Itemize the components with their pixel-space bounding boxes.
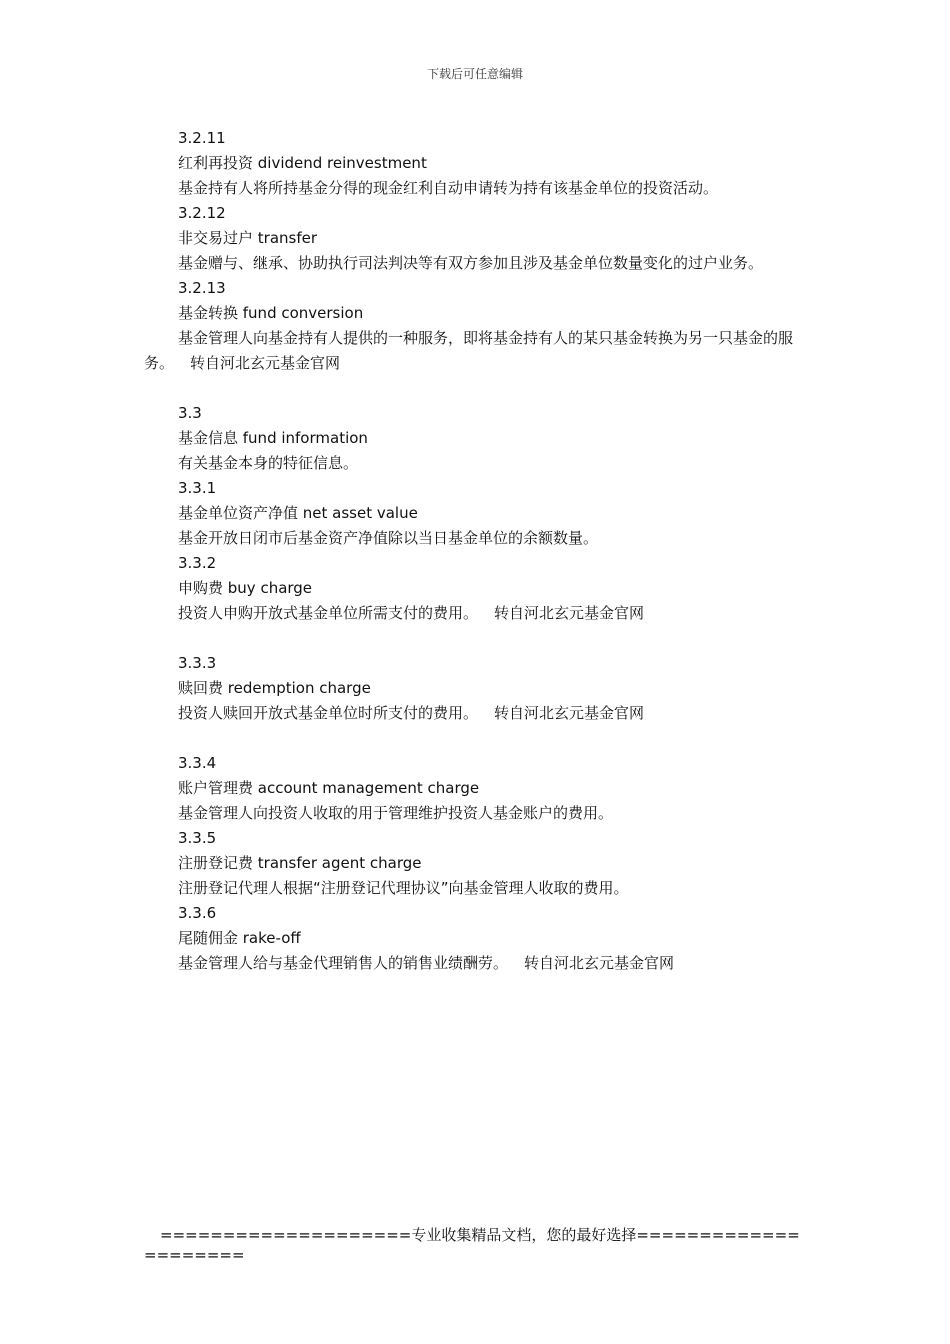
section-title: 账户管理费 account management charge [178, 779, 480, 797]
section-number: 3.2.13 [178, 279, 226, 297]
section-title: 申购费 buy charge [178, 579, 313, 597]
section-title: 红利再投资 dividend reinvestment [178, 154, 427, 172]
section-number: 3.3 [178, 404, 202, 422]
spacer [144, 626, 808, 651]
document-body [144, 126, 808, 976]
description-text: 投资人申购开放式基金单位所需支付的费用。 [178, 604, 479, 622]
source-credit: 转自河北玄元基金官网 [494, 604, 645, 622]
section-title: 基金单位资产净值 net asset value [178, 504, 418, 522]
section-description: 有关基金本身的特征信息。 [178, 454, 359, 472]
description-text: 基金管理人给与基金代理销售人的销售业绩酬劳。 [178, 954, 509, 972]
section-number: 3.3.5 [178, 829, 217, 847]
section-title: 赎回费 redemption charge [178, 679, 371, 697]
spacer [144, 726, 808, 751]
section-number: 3.3.6 [178, 904, 217, 922]
section-description [144, 951, 808, 976]
section-number: 3.3.3 [178, 654, 217, 672]
section-title: 基金信息 fund information [178, 429, 368, 447]
section-description: 基金持有人将所持基金分得的现金红利自动申请转为持有该基金单位的投资活动。 [178, 179, 719, 197]
section-description: 基金开放日闭市后基金资产净值除以当日基金单位的余额数量。 [178, 529, 599, 547]
description-text: 投资人赎回开放式基金单位时所支付的费用。 [178, 704, 479, 722]
description-text: 基金管理人向基金持有人提供的一种服务，即将基金持有人的某只基金转换为另一只基金的服务。 [144, 329, 794, 372]
source-credit: 转自河北玄元基金官网 [494, 704, 645, 722]
section-number: 3.3.1 [178, 479, 217, 497]
section-number: 3.3.4 [178, 754, 217, 772]
page-footer: ====================专业收集精品文档，您的最好选择===================== [144, 1226, 800, 1264]
section-description: 基金管理人向投资人收取的用于管理维护投资人基金账户的费用。 [178, 804, 614, 822]
section-description [144, 326, 808, 376]
section-description [144, 701, 808, 726]
source-credit: 转自河北玄元基金官网 [190, 354, 341, 372]
section-description: 基金赠与、继承、协助执行司法判决等有双方参加且涉及基金单位数量变化的过户业务。 [178, 254, 764, 272]
page-header: 下载后可任意编辑 [426, 67, 523, 81]
section-title: 注册登记费 transfer agent charge [178, 854, 422, 872]
section-number: 3.2.11 [178, 129, 226, 147]
source-credit: 转自河北玄元基金官网 [524, 954, 675, 972]
section-title: 基金转换 fund conversion [178, 304, 364, 322]
spacer [144, 376, 808, 401]
section-title: 非交易过户 transfer [178, 229, 318, 247]
section-description [144, 601, 808, 626]
section-number: 3.2.12 [178, 204, 226, 222]
section-description: 注册登记代理人根据“注册登记代理协议”向基金管理人收取的费用。 [178, 879, 629, 897]
section-title: 尾随佣金 rake-off [178, 929, 301, 947]
section-number: 3.3.2 [178, 554, 217, 572]
